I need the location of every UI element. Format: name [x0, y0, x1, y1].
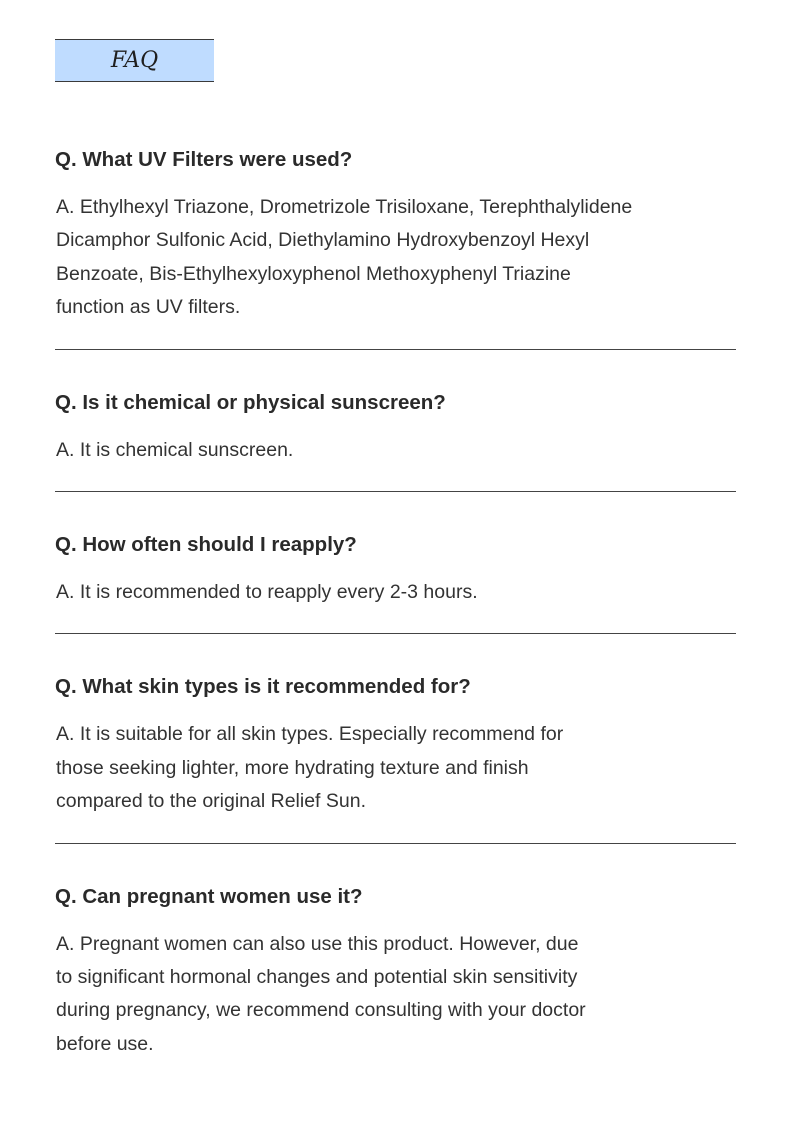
faq-list — [55, 143, 736, 1085]
faq-question: Q. Is it chemical or physical sunscreen? — [55, 390, 446, 414]
faq-question: Q. What skin types is it recommended for? — [55, 675, 471, 699]
faq-item — [55, 386, 736, 492]
faq-badge — [55, 39, 214, 82]
faq-question: Q. How often should I reapply? — [55, 533, 357, 557]
faq-answer — [55, 434, 736, 467]
faq-answer-line: before use. — [56, 1032, 154, 1055]
faq-answer-line: function as UV filters. — [56, 296, 241, 319]
faq-answer-line: Dicamphor Sulfonic Acid, Diethylamino Hydroxybenzoyl Hexyl — [56, 229, 590, 252]
faq-item — [55, 528, 736, 634]
faq-answer-line: A. It is suitable for all skin types. Especially recommend for — [56, 723, 564, 746]
faq-answer-line: A. It is chemical sunscreen. — [56, 438, 294, 461]
faq-badge-label: FAQ — [110, 48, 159, 73]
faq-answer-line: to significant hormonal changes and potential skin sensitivity — [56, 966, 578, 989]
faq-item — [55, 670, 736, 843]
faq-answer-line: during pregnancy, we recommend consulting with your doctor — [56, 999, 586, 1022]
faq-answer-line: A. Pregnant women can also use this product. However, due — [56, 932, 579, 955]
faq-question: Q. Can pregnant women use it? — [55, 884, 363, 908]
faq-answer — [55, 576, 736, 609]
faq-answer — [55, 718, 736, 818]
faq-answer-line: those seeking lighter, more hydrating texture and finish — [56, 756, 529, 779]
faq-question: Q. What UV Filters were used? — [55, 148, 353, 171]
faq-answer — [55, 928, 736, 1062]
faq-item — [55, 880, 736, 1086]
faq-item — [55, 143, 736, 350]
faq-answer — [55, 191, 736, 325]
faq-answer-line: A. Ethylhexyl Triazone, Drometrizole Trisiloxane, Terephthalylidene — [56, 196, 633, 218]
faq-answer-line: A. It is recommended to reapply every 2-3 hours. — [56, 581, 478, 604]
faq-answer-line: Benzoate, Bis-Ethylhexyloxyphenol Methoxyphenyl Triazine — [56, 262, 571, 285]
faq-answer-line: compared to the original Relief Sun. — [56, 790, 367, 813]
